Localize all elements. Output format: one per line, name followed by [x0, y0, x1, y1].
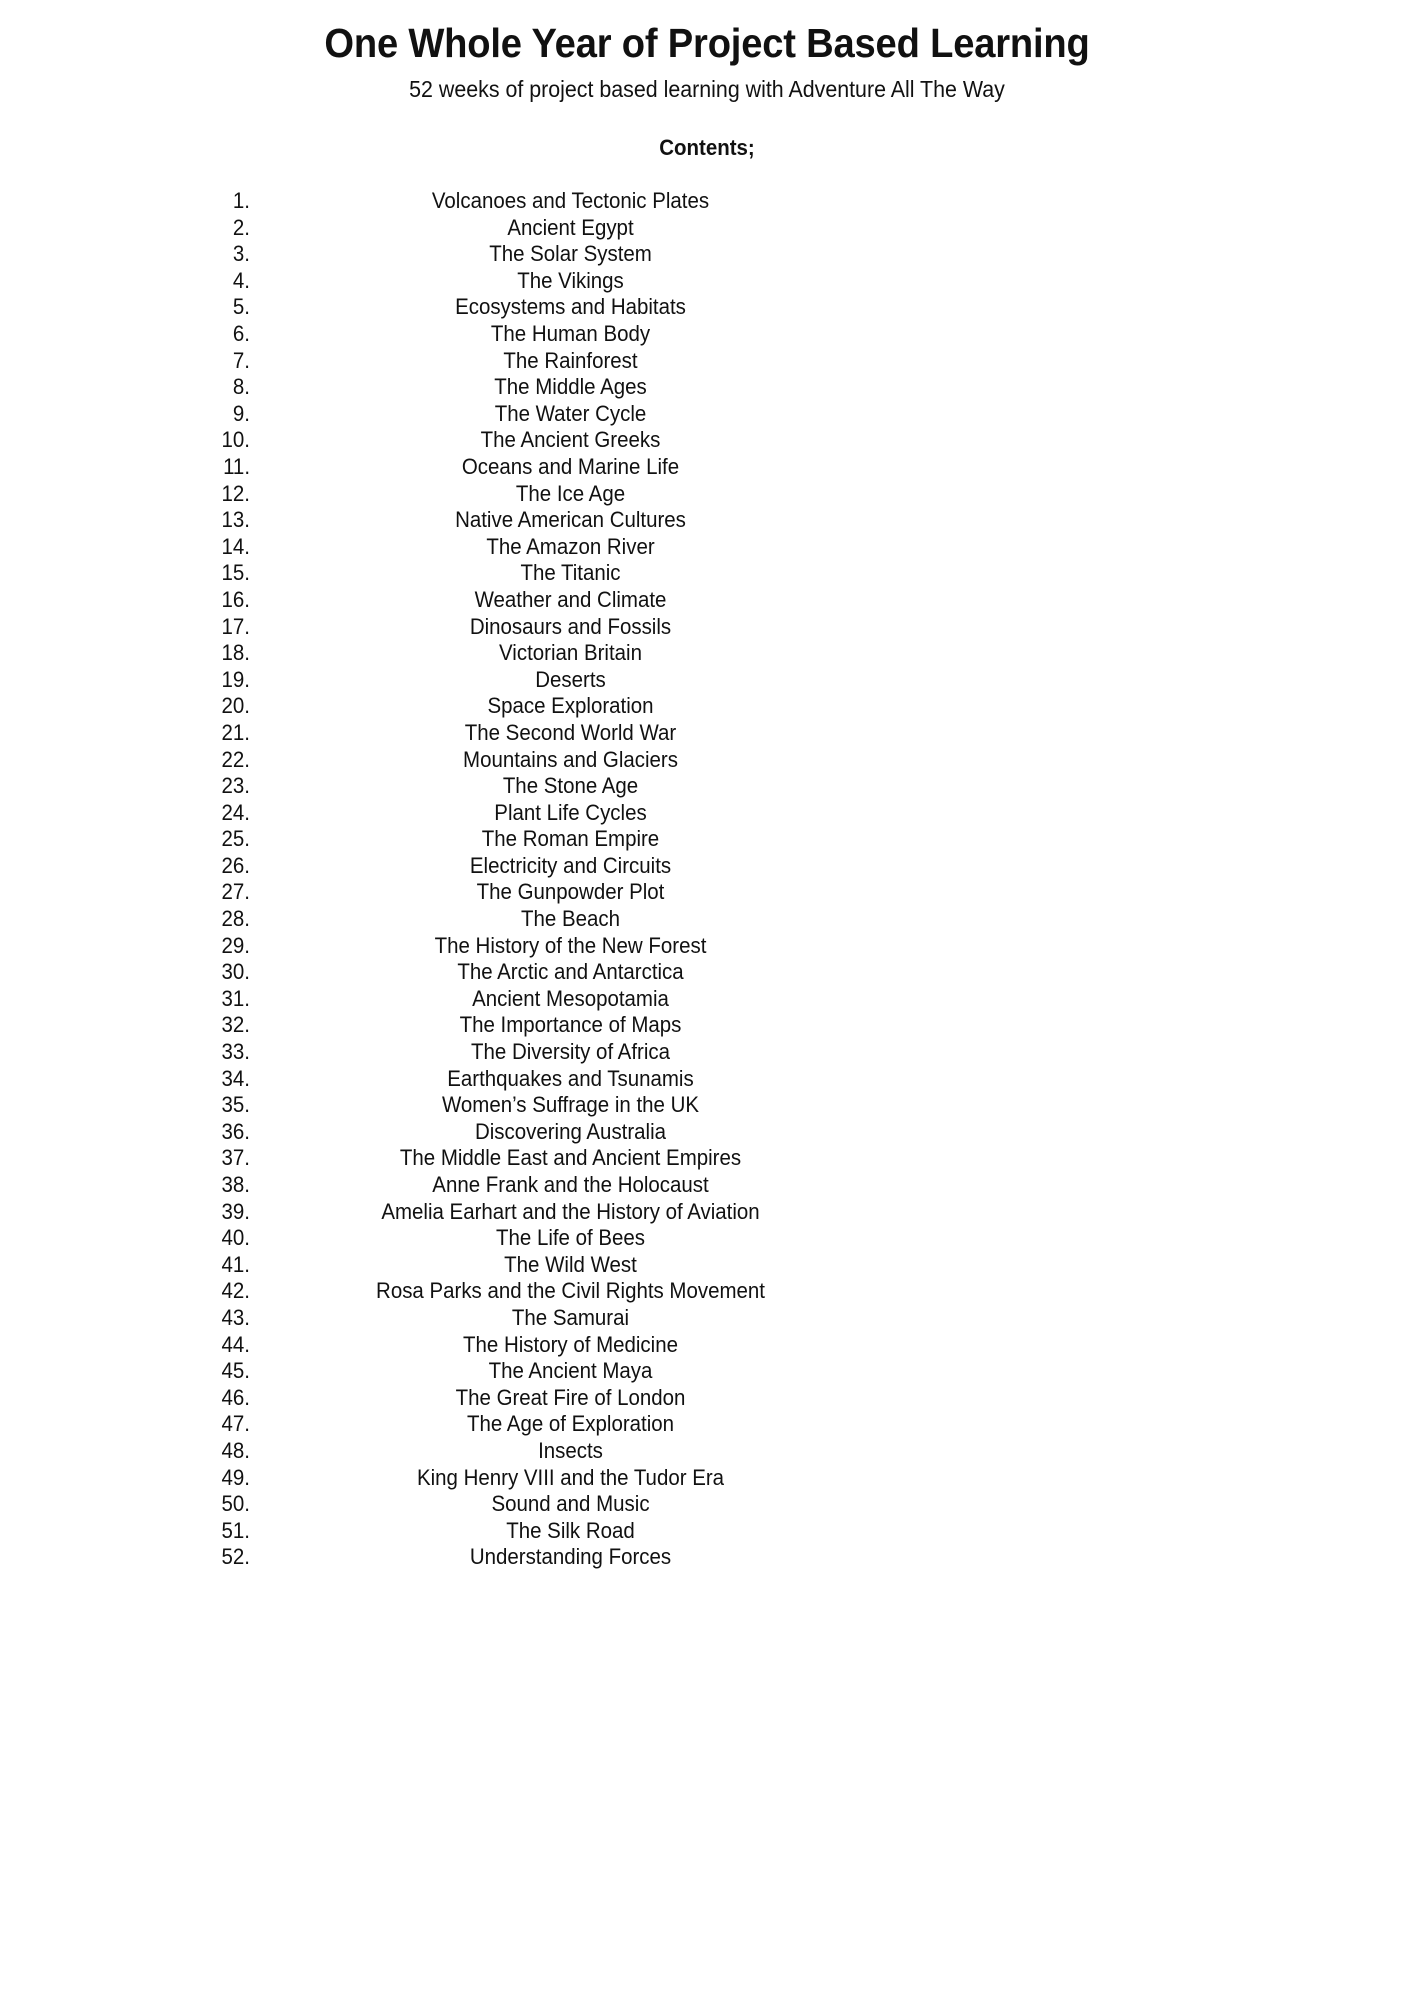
contents-item-number: 9.	[232, 400, 250, 426]
contents-item[interactable]	[0, 1199, 1414, 1226]
contents-item-title: The Human Body	[490, 321, 651, 346]
contents-item-number: 49.	[221, 1464, 250, 1490]
contents-item-title: The Importance of Maps	[459, 1012, 682, 1038]
contents-item-number: 18.	[221, 640, 250, 666]
contents-item-title: The Wild West	[504, 1251, 637, 1277]
contents-item-title: Earthquakes and Tsunamis	[447, 1065, 694, 1091]
contents-item-number: 34.	[221, 1065, 250, 1091]
contents-item-title: The Water Cycle	[494, 400, 647, 426]
contents-item-title: Ecosystems and Habitats	[455, 294, 686, 320]
contents-item[interactable]	[0, 1092, 1414, 1119]
contents-item[interactable]	[0, 1544, 1414, 1571]
contents-item-number: 20.	[221, 693, 250, 719]
contents-item[interactable]	[0, 401, 1414, 428]
contents-item[interactable]	[0, 1252, 1414, 1279]
contents-item-title: The Age of Exploration	[466, 1411, 675, 1437]
contents-item-number: 13.	[221, 507, 250, 533]
contents-item[interactable]	[0, 534, 1414, 561]
contents-item-title: The Ancient Greeks	[480, 427, 661, 453]
contents-item-number: 3.	[232, 241, 250, 267]
contents-item-number: 52.	[221, 1544, 250, 1570]
contents-item-number: 12.	[221, 480, 250, 506]
contents-item-title: The Ancient Maya	[488, 1358, 653, 1384]
contents-item-number: 51.	[221, 1517, 250, 1543]
contents-list	[0, 161, 1414, 1571]
contents-item-title: Ancient Egypt	[507, 214, 634, 240]
contents-item-number: 16.	[221, 586, 250, 612]
contents-item[interactable]	[0, 1438, 1414, 1465]
contents-item-number: 15.	[221, 560, 250, 586]
contents-item[interactable]	[0, 906, 1414, 933]
contents-item-title: Rosa Parks and the Civil Rights Movement	[376, 1278, 765, 1304]
contents-item[interactable]	[0, 1145, 1414, 1172]
contents-item[interactable]	[0, 507, 1414, 534]
contents-item-title: Anne Frank and the Holocaust	[432, 1172, 709, 1197]
contents-item[interactable]	[0, 1465, 1414, 1492]
contents-item-number: 28.	[221, 906, 250, 932]
contents-item-number: 5.	[232, 294, 250, 320]
contents-item-number: 11.	[223, 453, 250, 479]
contents-item[interactable]	[0, 853, 1414, 880]
contents-item-title: The Middle Ages	[494, 374, 647, 400]
contents-item-title: Understanding Forces	[469, 1544, 672, 1570]
page-title: One Whole Year of Project Based Learning	[324, 20, 1090, 66]
contents-item-title: Volcanoes and Tectonic Plates	[431, 188, 710, 214]
contents-item-number: 36.	[221, 1118, 250, 1144]
contents-item-title: The Life of Bees	[495, 1225, 646, 1251]
contents-item[interactable]	[0, 348, 1414, 375]
contents-item-title: Amelia Earhart and the History of Aviation	[381, 1198, 760, 1224]
contents-item-title: Discovering Australia	[474, 1118, 667, 1144]
contents-item-number: 21.	[221, 719, 250, 745]
page-subtitle: 52 weeks of project based learning with Adventure All The Way	[409, 76, 1005, 103]
contents-item-number: 22.	[221, 746, 250, 772]
contents-item[interactable]	[0, 427, 1414, 454]
contents-item-number: 43.	[221, 1304, 250, 1330]
contents-item-number: 33.	[221, 1039, 250, 1065]
contents-item-title: The Middle East and Ancient Empires	[399, 1145, 742, 1171]
contents-item-number: 17.	[221, 613, 250, 639]
contents-item-title: Women’s Suffrage in the UK	[441, 1092, 700, 1118]
contents-item-title: The Beach	[521, 906, 620, 932]
contents-item[interactable]	[0, 560, 1414, 587]
contents-item-number: 32.	[221, 1012, 250, 1038]
contents-item-title: Electricity and Circuits	[469, 852, 672, 878]
contents-item-title: Plant Life Cycles	[494, 799, 647, 825]
contents-item-number: 8.	[232, 374, 250, 400]
contents-item[interactable]	[0, 667, 1414, 694]
contents-item-number: 14.	[221, 533, 250, 559]
contents-item[interactable]	[0, 1518, 1414, 1545]
contents-item-number: 19.	[221, 666, 250, 692]
contents-heading: Contents;	[659, 135, 755, 161]
contents-item-title: Sound and Music	[491, 1491, 650, 1517]
contents-item-title: Victorian Britain	[499, 640, 642, 666]
contents-item-title: The Titanic	[520, 560, 621, 586]
contents-item[interactable]	[0, 374, 1414, 401]
contents-item-title: Weather and Climate	[474, 586, 667, 612]
contents-item-number: 6.	[232, 321, 250, 346]
contents-item-number: 41.	[221, 1251, 250, 1277]
contents-item-number: 50.	[221, 1491, 250, 1517]
contents-item[interactable]	[0, 800, 1414, 827]
contents-item-number: 23.	[221, 773, 250, 799]
contents-item-title: Deserts	[535, 666, 606, 692]
contents-item-number: 35.	[221, 1092, 250, 1118]
contents-item-title: Space Exploration	[487, 693, 654, 719]
contents-item-number: 25.	[221, 826, 250, 852]
contents-item-number: 48.	[221, 1437, 250, 1463]
contents-item[interactable]	[0, 747, 1414, 774]
contents-item-title: Oceans and Marine Life	[461, 453, 680, 479]
contents-item-number: 30.	[221, 959, 250, 985]
contents-item-number: 26.	[221, 852, 250, 878]
contents-item-title: The Great Fire of London	[455, 1384, 686, 1410]
contents-item-number: 4.	[232, 267, 250, 293]
contents-item[interactable]	[0, 1012, 1414, 1039]
contents-item-title: The Stone Age	[502, 773, 639, 799]
contents-item-title: The Diversity of Africa	[471, 1039, 670, 1065]
contents-item[interactable]	[0, 1066, 1414, 1093]
contents-item-title: The Arctic and Antarctica	[457, 959, 684, 985]
contents-item[interactable]	[0, 879, 1414, 906]
contents-item[interactable]	[0, 1358, 1414, 1385]
contents-item-number: 37.	[221, 1145, 250, 1171]
contents-item[interactable]	[0, 241, 1414, 268]
contents-item-number: 39.	[221, 1198, 250, 1224]
contents-item-title: Insects	[538, 1437, 603, 1463]
contents-item-number: 10.	[221, 427, 250, 453]
contents-item[interactable]	[0, 614, 1414, 641]
contents-item[interactable]	[0, 1172, 1414, 1199]
contents-item-title: The Gunpowder Plot	[476, 879, 665, 905]
contents-item-number: 44.	[221, 1331, 250, 1357]
contents-item[interactable]	[0, 587, 1414, 614]
contents-item-number: 29.	[221, 932, 250, 958]
contents-item-number: 45.	[221, 1358, 250, 1384]
contents-item[interactable]	[0, 1278, 1414, 1305]
contents-item-title: The Rainforest	[503, 347, 638, 373]
contents-item-title: Mountains and Glaciers	[463, 746, 678, 772]
contents-item-title: The History of the New Forest	[434, 932, 707, 958]
contents-item[interactable]	[0, 773, 1414, 800]
contents-item[interactable]	[0, 321, 1414, 348]
contents-item-number: 24.	[221, 799, 250, 825]
contents-item-number: 1.	[232, 188, 250, 214]
contents-item-title: The Solar System	[489, 241, 652, 267]
contents-item[interactable]	[0, 826, 1414, 853]
contents-item[interactable]	[0, 215, 1414, 242]
contents-item-title: The Roman Empire	[481, 826, 660, 852]
contents-item[interactable]	[0, 188, 1414, 215]
contents-item-number: 38.	[221, 1172, 250, 1197]
contents-item-title: The Ice Age	[515, 480, 626, 506]
contents-item[interactable]	[0, 720, 1414, 747]
contents-item-title: King Henry VIII and the Tudor Era	[416, 1464, 725, 1490]
contents-item-title: The Silk Road	[506, 1517, 635, 1543]
contents-item[interactable]	[0, 640, 1414, 667]
contents-item-number: 46.	[221, 1384, 250, 1410]
contents-item[interactable]	[0, 481, 1414, 508]
contents-item-title: The Samurai	[511, 1304, 630, 1330]
contents-item[interactable]	[0, 1225, 1414, 1252]
contents-item[interactable]	[0, 1332, 1414, 1359]
contents-item[interactable]	[0, 454, 1414, 481]
contents-item[interactable]	[0, 986, 1414, 1013]
contents-item[interactable]	[0, 933, 1414, 960]
contents-item[interactable]	[0, 1491, 1414, 1518]
contents-item[interactable]	[0, 1305, 1414, 1332]
contents-item-title: The Amazon River	[486, 533, 655, 559]
contents-item-number: 2.	[232, 214, 250, 240]
contents-item-title: The Second World War	[464, 719, 677, 745]
contents-item-number: 40.	[221, 1225, 250, 1251]
contents-item-title: Native American Cultures	[455, 507, 686, 533]
contents-item-title: The History of Medicine	[463, 1331, 678, 1357]
contents-item-title: The Vikings	[517, 267, 624, 293]
contents-item[interactable]	[0, 1411, 1414, 1438]
contents-item-number: 31.	[221, 985, 250, 1011]
contents-item-title: Dinosaurs and Fossils	[469, 613, 672, 639]
contents-item[interactable]	[0, 1385, 1414, 1412]
contents-item-number: 27.	[221, 879, 250, 905]
contents-item[interactable]	[0, 1119, 1414, 1146]
contents-item[interactable]	[0, 959, 1414, 986]
document-header	[0, 0, 1414, 105]
contents-item-title: Ancient Mesopotamia	[472, 985, 669, 1011]
contents-item-number: 42.	[221, 1278, 250, 1304]
contents-item[interactable]	[0, 693, 1414, 720]
contents-item-number: 47.	[221, 1411, 250, 1437]
contents-item[interactable]	[0, 1039, 1414, 1066]
contents-item[interactable]	[0, 268, 1414, 295]
contents-item[interactable]	[0, 294, 1414, 321]
contents-item-number: 7.	[232, 347, 250, 373]
